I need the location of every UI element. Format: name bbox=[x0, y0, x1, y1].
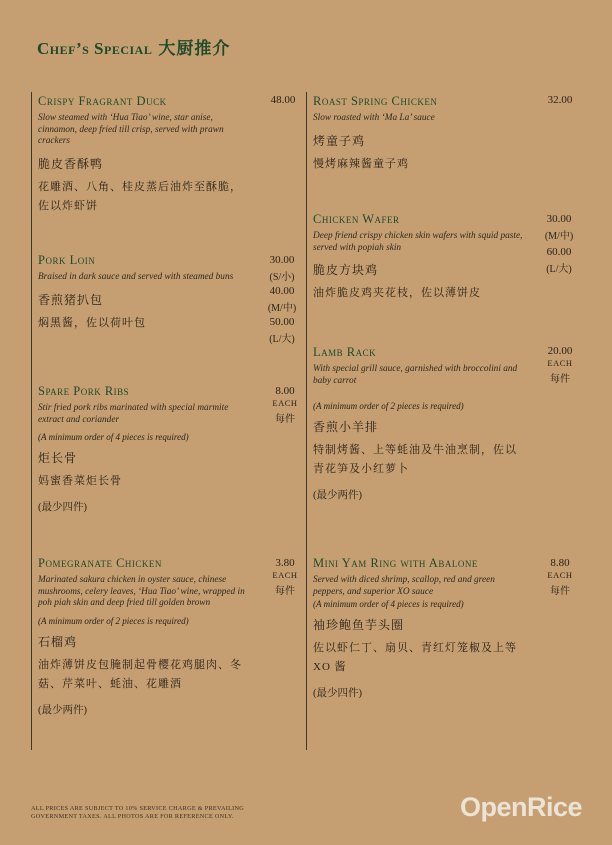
item-description: Braised in dark sauce and served with steamed buns bbox=[38, 272, 234, 282]
menu-item-mini-yam-ring bbox=[313, 556, 523, 700]
item-name: Crispy Fragrant Duck bbox=[38, 94, 167, 108]
page-title bbox=[37, 34, 230, 59]
item-cn-name: 脆皮香酥鸭 bbox=[38, 156, 104, 171]
item-cn-description: 慢烤麻辣酱童子鸡 bbox=[313, 157, 409, 170]
left-divider bbox=[31, 92, 32, 750]
item-cn-name: 香煎小羊排 bbox=[313, 420, 379, 434]
menu-item-roast-spring-chicken bbox=[313, 94, 523, 174]
openrice-watermark: OpenRice bbox=[460, 792, 583, 822]
item-note: (A minimum order of 4 pieces is required) bbox=[313, 599, 464, 609]
item-description: With special grill sauce, garnished with broccolini and baby carrot bbox=[313, 364, 518, 386]
item-cn-description: 花雕酒、八角、桂皮蒸后油炸至酥脆，佐以炸虾饼 bbox=[38, 180, 242, 212]
menu-item-crispy-fragrant-duck bbox=[38, 94, 248, 216]
menu-item-pomegranate-chicken bbox=[38, 556, 256, 717]
menu-item-pork-loin bbox=[38, 253, 248, 333]
item-cn-description: 佐以虾仁丁、扇贝、青红灯笼椒及上等 XO 酱 bbox=[313, 642, 517, 673]
item-name: Spare Pork Ribs bbox=[38, 384, 130, 398]
item-cn-description: 焖黑酱，佐以荷叶包 bbox=[38, 316, 146, 329]
item-name: Roast Spring Chicken bbox=[313, 94, 438, 108]
item-description: Slow steamed with ‘Hua Tiao’ wine, star anise, cinnamon, deep fried till crisp, served with prawn crackers bbox=[38, 113, 224, 146]
item-cn-description: 油炸薄饼皮包腌制起骨樱花鸡腿肉、冬菇、芹菜叶、蚝油、花雕酒 bbox=[38, 658, 242, 690]
item-cn-note: (最少两件) bbox=[38, 704, 87, 716]
item-cn-note: (最少四件) bbox=[38, 502, 87, 513]
menu-item-chicken-wafer bbox=[313, 212, 523, 303]
item-cn-name: 脆皮方块鸡 bbox=[313, 263, 379, 277]
footer-disclaimer: ALL PRICES ARE SUBJECT TO 10% SERVICE CHARGE & PREVAILING GOVERNMENT TAXES. ALL PHOTOS ARE FOR REFERENCE ONLY. bbox=[31, 805, 245, 820]
item-cn-description: 特制烤酱、上等蚝油及牛油烹制，佐以青花笋及小红萝卜 bbox=[313, 444, 517, 475]
item-name: Pork Loin bbox=[38, 253, 96, 267]
item-cn-name: 炬长骨 bbox=[38, 451, 78, 465]
center-divider bbox=[306, 92, 307, 750]
price-chicken-wafer: 30.00 (M/中) 60.00 (L/大) bbox=[544, 213, 574, 275]
menu-item-spare-pork-ribs bbox=[38, 384, 248, 514]
item-cn-note: (最少四件) bbox=[313, 688, 362, 699]
item-name: Chicken Wafer bbox=[313, 212, 400, 226]
price-mini-yam-ring: 8.80 EACH 每件 bbox=[547, 557, 573, 597]
item-note: (A minimum order of 2 pieces is required) bbox=[38, 615, 189, 626]
item-description: Served with diced shrimp, scallop, red and green peppers, and superior XO sauce bbox=[313, 575, 495, 597]
price-lamb-rack: 20.00 EACH 每件 bbox=[547, 345, 573, 385]
item-description: Slow roasted with ‘Ma La’ sauce bbox=[313, 113, 435, 123]
item-note: (A minimum order of 4 pieces is required) bbox=[38, 432, 189, 442]
item-cn-name: 烤童子鸡 bbox=[313, 133, 366, 148]
title-cn: 大厨推介 bbox=[158, 39, 231, 58]
item-name: Lamb Rack bbox=[313, 345, 377, 359]
item-cn-description: 油炸脆皮鸡夹花枝，佐以薄饼皮 bbox=[313, 287, 481, 299]
price-crispy-fragrant-duck: 48.00 bbox=[270, 94, 296, 106]
item-description: Stir fried pork ribs marinated with special marmite extract and coriander bbox=[38, 403, 229, 425]
menu-item-lamb-rack bbox=[313, 345, 523, 502]
price-roast-spring-chicken: 32.00 bbox=[547, 94, 573, 106]
title-en: Chef’s Special bbox=[37, 39, 153, 58]
item-cn-name: 香煎猪扒包 bbox=[38, 292, 104, 307]
item-description: Marinated sakura chicken in oyster sauce, chinese mushrooms, celery leaves, ‘Hua Tiao’ wine, wrapped in poh piah skin and deep fried till golden brown bbox=[38, 575, 245, 608]
item-note: (A minimum order of 2 pieces is required) bbox=[313, 401, 464, 411]
item-cn-name: 袖珍鲍鱼芋头圈 bbox=[313, 618, 405, 632]
item-cn-note: (最少两件) bbox=[313, 490, 362, 501]
item-cn-name: 石榴鸡 bbox=[38, 634, 78, 649]
price-spare-pork-ribs: 8.00 EACH 每件 bbox=[272, 385, 298, 425]
item-cn-description: 妈蜜香菜炬长骨 bbox=[38, 475, 122, 487]
item-name: Pomegranate Chicken bbox=[38, 556, 162, 570]
item-description: Deep friend crispy chicken skin wafers with squid paste, served with popiah skin bbox=[313, 231, 523, 253]
price-pork-loin: 30.00 (S/小) 40.00 (M/中) 50.00 (L/大) bbox=[267, 254, 297, 345]
price-pomegranate-chicken: 3.80 EACH 每件 bbox=[272, 557, 298, 597]
item-name: Mini Yam Ring with Abalone bbox=[313, 556, 478, 570]
